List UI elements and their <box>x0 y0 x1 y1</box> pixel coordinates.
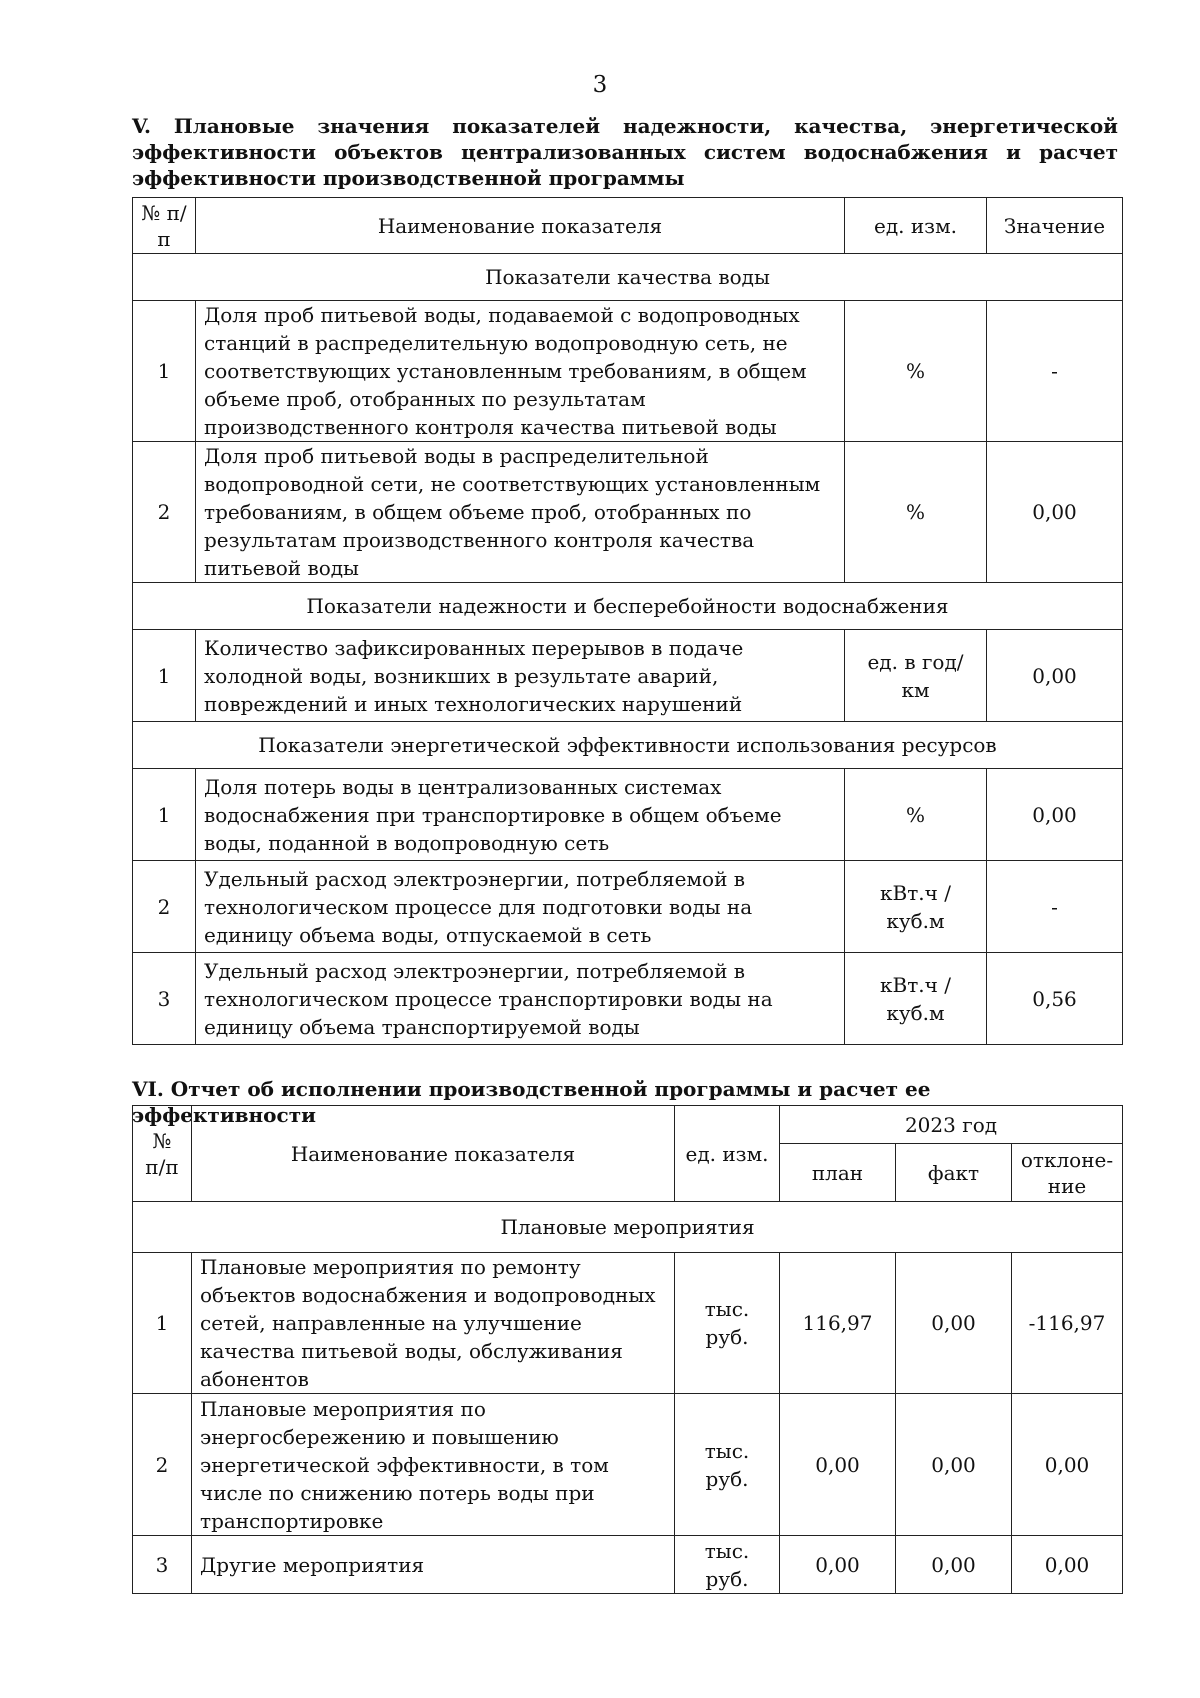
row-unit: ед. в год/ км <box>845 630 987 722</box>
row-unit: тыс. руб. <box>675 1536 780 1594</box>
row-name: Плановые мероприятия по энергосбережению и повышению энергетической эффективности, в том числе по снижению потерь воды при транспортировке <box>192 1394 675 1536</box>
page-number: 3 <box>592 72 608 98</box>
row-deviation: 0,00 <box>1012 1394 1123 1536</box>
row-value: - <box>987 301 1123 442</box>
row-name: Удельный расход электроэнергии, потребляемой в технологическом процессе для подготовки воды на единицу объема воды, отпускаемой в сеть <box>196 861 845 953</box>
table-header-row <box>133 1106 1123 1144</box>
row-unit: тыс. руб. <box>675 1253 780 1394</box>
header-year: 2023 год <box>780 1106 1123 1144</box>
group-title: Показатели надежности и бесперебойности водоснабжения <box>133 583 1123 630</box>
row-name: Плановые мероприятия по ремонту объектов водоснабжения и водопроводных сетей, направленные на улучшение качества питьевой воды, обслуживания абонентов <box>192 1253 675 1394</box>
header-name: Наименование показателя <box>192 1106 675 1202</box>
group-row <box>133 583 1123 630</box>
row-plan: 0,00 <box>780 1394 896 1536</box>
table-row <box>133 442 1123 583</box>
row-unit: % <box>845 769 987 861</box>
group-title: Показатели качества воды <box>133 254 1123 301</box>
row-unit: тыс. руб. <box>675 1394 780 1536</box>
row-num: 1 <box>133 630 196 722</box>
row-num: 3 <box>133 1536 192 1594</box>
row-unit: % <box>845 301 987 442</box>
quality-indicators-table <box>132 197 1123 1045</box>
section5-title: V. Плановые значения показателей надежности, качества, энергетической эффективности объектов централизованных систем водоснабжения и расчет эффективности производственной программы <box>132 114 1118 190</box>
row-unit: кВт.ч / куб.м <box>845 953 987 1045</box>
table-row <box>133 953 1123 1045</box>
section6-title: VI. Отчет об исполнении производственной программы и расчет ее эффективности <box>132 1077 931 1127</box>
row-num: 1 <box>133 769 196 861</box>
row-name: Доля потерь воды в централизованных системах водоснабжения при транспортировке в общем объеме воды, поданной в водопроводную сеть <box>196 769 845 861</box>
table-row <box>133 1394 1123 1536</box>
row-fact: 0,00 <box>896 1394 1012 1536</box>
group-row <box>133 254 1123 301</box>
row-value: 0,56 <box>987 953 1123 1045</box>
group-title: Показатели энергетической эффективности использования ресурсов <box>133 722 1123 769</box>
row-fact: 0,00 <box>896 1253 1012 1394</box>
row-value: - <box>987 861 1123 953</box>
row-value: 0,00 <box>987 630 1123 722</box>
row-value: 0,00 <box>987 769 1123 861</box>
row-name: Количество зафиксированных перерывов в подаче холодной воды, возникших в результате аварий, повреждений и иных технологических нарушений <box>196 630 845 722</box>
row-fact: 0,00 <box>896 1536 1012 1594</box>
group-title: Плановые мероприятия <box>133 1202 1123 1253</box>
group-row <box>133 722 1123 769</box>
row-unit: кВт.ч / куб.м <box>845 861 987 953</box>
header-plan: план <box>780 1144 896 1202</box>
row-unit: % <box>845 442 987 583</box>
table-row <box>133 1536 1123 1594</box>
header-value: Значение <box>987 198 1123 254</box>
row-name: Доля проб питьевой воды в распределительной водопроводной сети, не соответствующих установленным требованиям, в общем объеме проб, отобранных по результатам производственного контроля качества питьевой воды <box>196 442 845 583</box>
table-row <box>133 301 1123 442</box>
header-num: № п/п <box>133 1106 192 1202</box>
row-num: 2 <box>133 1394 192 1536</box>
row-deviation: 0,00 <box>1012 1536 1123 1594</box>
table-row <box>133 861 1123 953</box>
row-num: 2 <box>133 861 196 953</box>
header-num: № п/п <box>133 198 196 254</box>
group-row <box>133 1202 1123 1253</box>
row-plan: 116,97 <box>780 1253 896 1394</box>
row-deviation: -116,97 <box>1012 1253 1123 1394</box>
table-header-row <box>133 198 1123 254</box>
row-name: Удельный расход электроэнергии, потребляемой в технологическом процессе транспортировки воды на единицу объема транспортируемой воды <box>196 953 845 1045</box>
table-row <box>133 1253 1123 1394</box>
row-num: 2 <box>133 442 196 583</box>
row-value: 0,00 <box>987 442 1123 583</box>
row-num: 1 <box>133 301 196 442</box>
row-plan: 0,00 <box>780 1536 896 1594</box>
header-deviation: отклоне-ние <box>1012 1144 1123 1202</box>
row-num: 3 <box>133 953 196 1045</box>
header-unit: ед. изм. <box>845 198 987 254</box>
table-row <box>133 769 1123 861</box>
table-row <box>133 630 1123 722</box>
header-name: Наименование показателя <box>196 198 845 254</box>
row-name: Другие мероприятия <box>192 1536 675 1594</box>
header-fact: факт <box>896 1144 1012 1202</box>
header-unit: ед. изм. <box>675 1106 780 1202</box>
program-report-table <box>132 1105 1123 1594</box>
row-name: Доля проб питьевой воды, подаваемой с водопроводных станций в распределительную водопроводную сеть, не соответствующих установленным требованиям, в общем объеме проб, отобранных по результатам производственного контроля качества питьевой воды <box>196 301 845 442</box>
row-num: 1 <box>133 1253 192 1394</box>
